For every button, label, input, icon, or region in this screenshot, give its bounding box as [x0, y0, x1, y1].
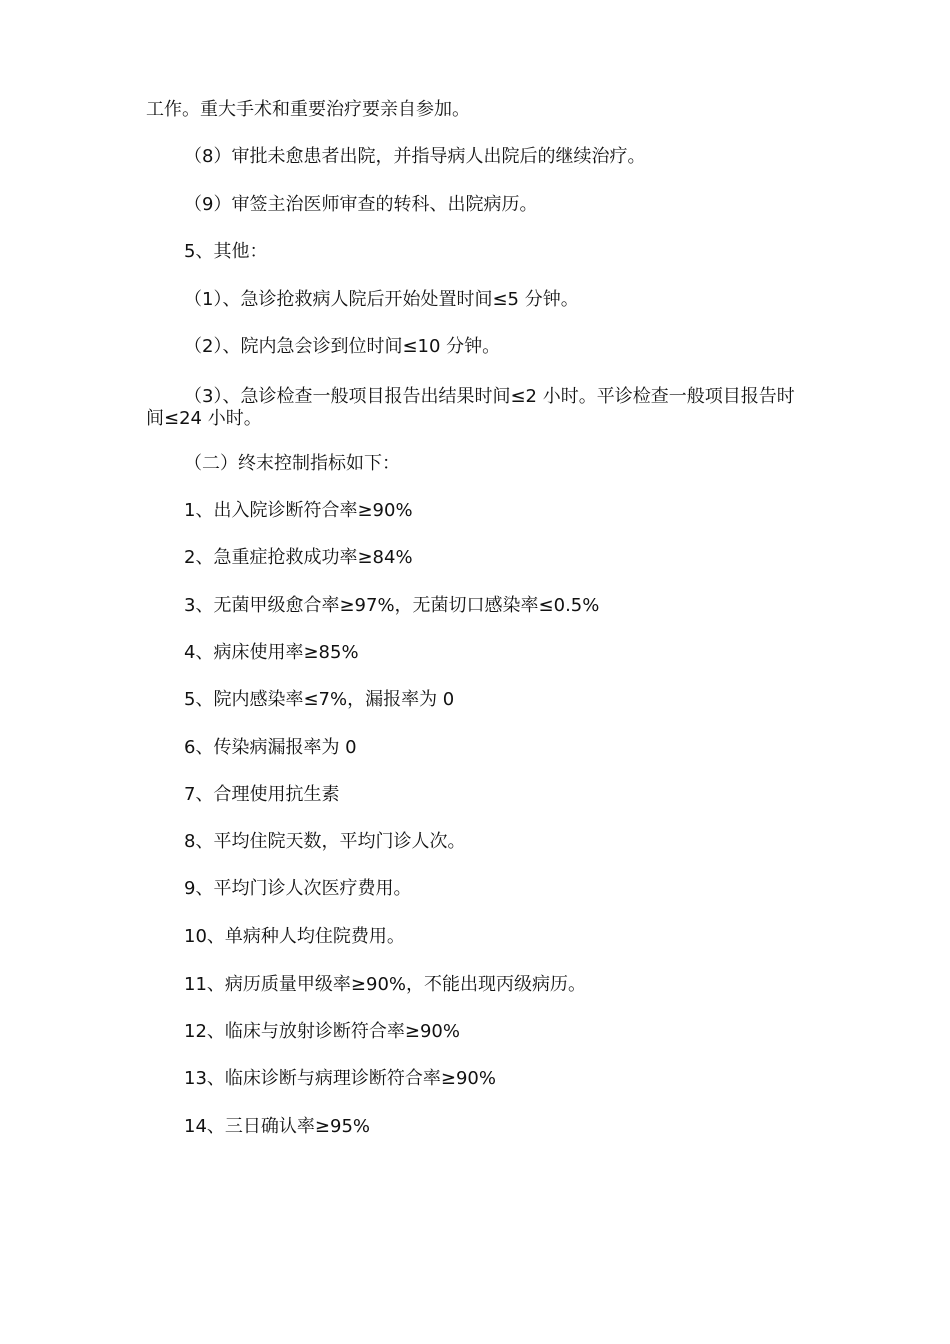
other-item-2: （2）、院内急会诊到位时间≤10 分钟。 [184, 336, 501, 357]
indicator-item: 5、院内感染率≤7%，漏报率为 0 [184, 689, 455, 710]
indicator-item: 14、三日确认率≥95% [184, 1116, 370, 1137]
other-heading: 5、其他： [184, 241, 268, 262]
section-heading: （二）终末控制指标如下： [184, 453, 400, 474]
indicator-item: 3、无菌甲级愈合率≥97%，无菌切口感染率≤0.5% [184, 595, 600, 616]
indicator-item: 7、合理使用抗生素 [184, 784, 340, 805]
indicator-item: 4、病床使用率≥85% [184, 642, 359, 663]
duty-item-9: （9）审签主治医师审查的转科、出院病历。 [184, 194, 538, 215]
duty-item-8: （8）审批未愈患者出院，并指导病人出院后的继续治疗。 [184, 146, 646, 167]
indicator-item: 2、急重症抢救成功率≥84% [184, 547, 413, 568]
indicator-item: 13、临床诊断与病理诊断符合率≥90% [184, 1068, 496, 1089]
indicator-item: 6、传染病漏报率为 0 [184, 737, 357, 758]
continuation-text: 工作。重大手术和重要治疗要亲自参加。 [146, 99, 470, 120]
indicator-item: 12、临床与放射诊断符合率≥90% [184, 1021, 460, 1042]
other-item-3: （3）、急诊检查一般项目报告出结果时间≤2 小时。平诊检查一般项目报告时间≤24 小时。 [146, 386, 795, 429]
indicator-item: 1、出入院诊断符合率≥90% [184, 500, 413, 521]
indicator-item: 8、平均住院天数，平均门诊人次。 [184, 831, 466, 852]
indicator-item: 9、平均门诊人次医疗费用。 [184, 878, 412, 899]
indicator-item: 10、单病种人均住院费用。 [184, 926, 405, 947]
other-item-1: （1）、急诊抢救病人院后开始处置时间≤5 分钟。 [184, 289, 579, 310]
indicator-item: 11、病历质量甲级率≥90%，不能出现丙级病历。 [184, 974, 586, 995]
